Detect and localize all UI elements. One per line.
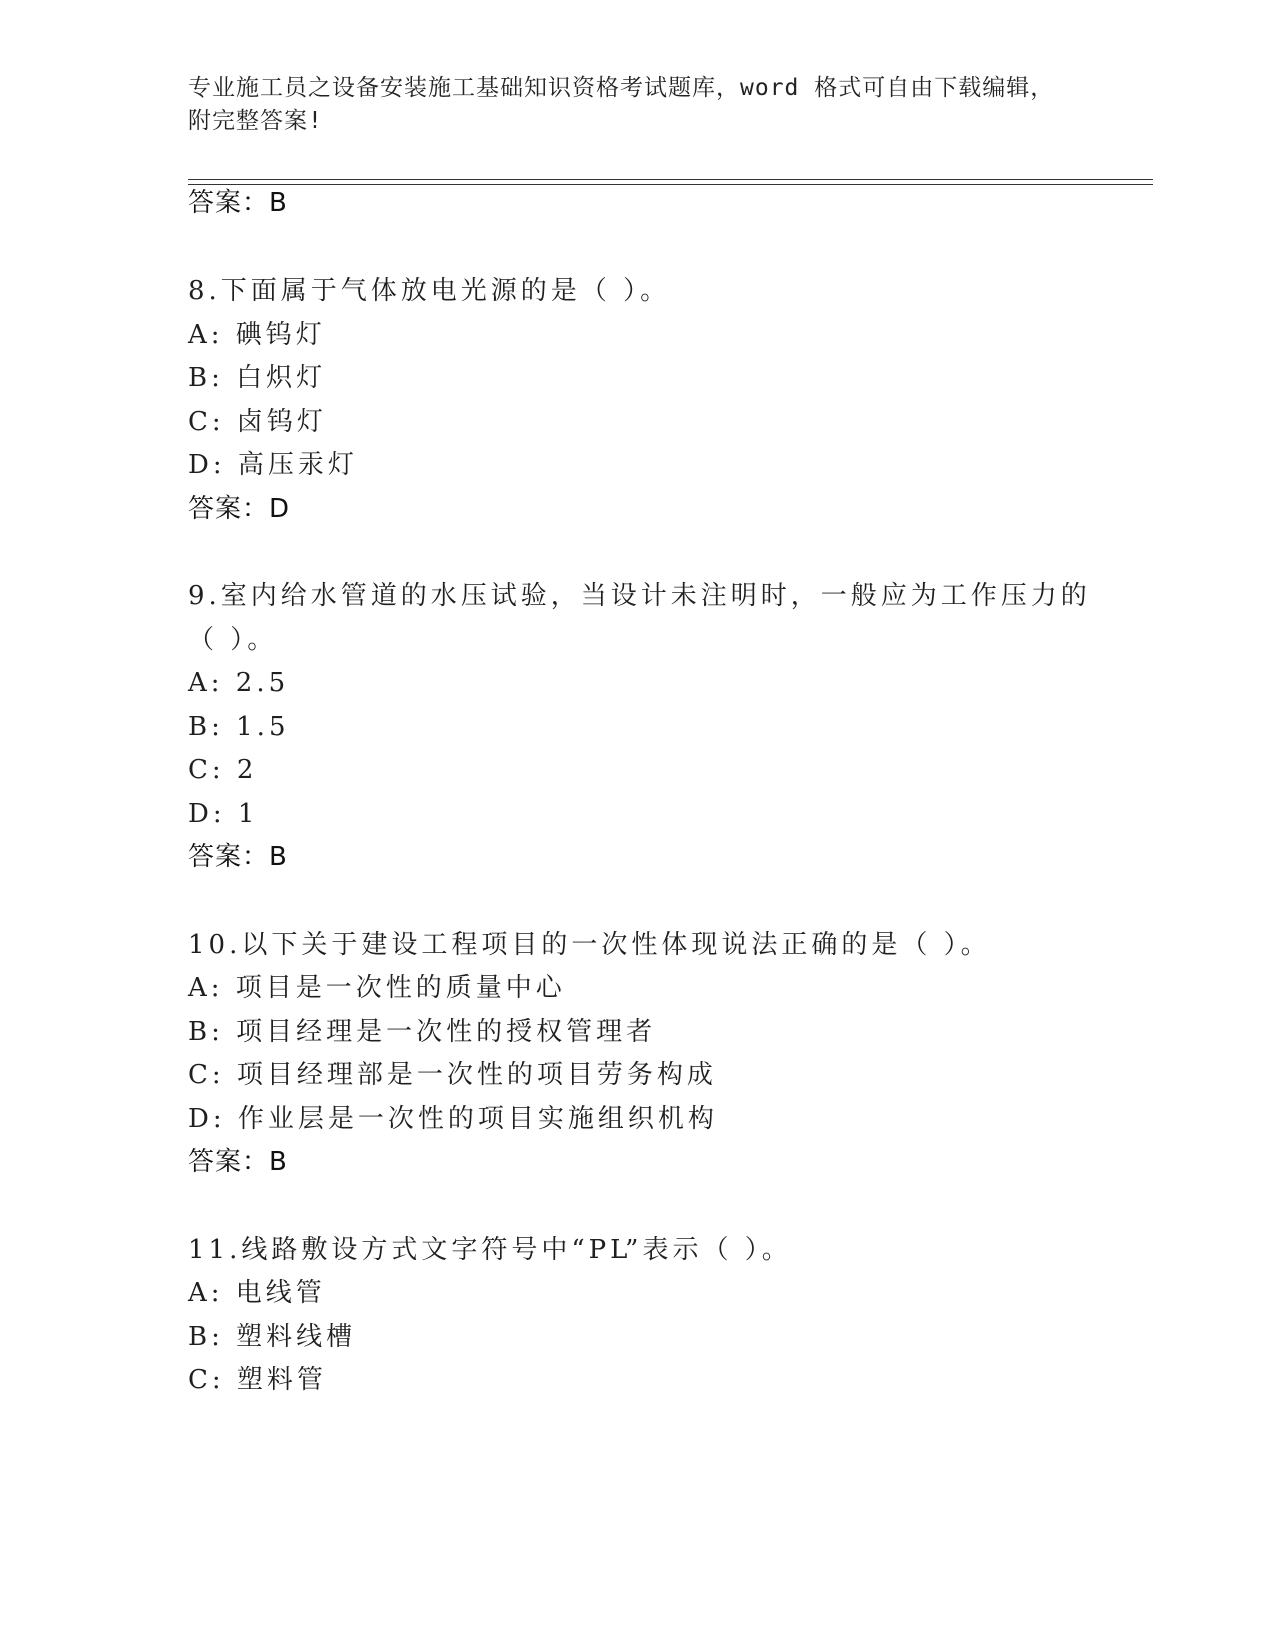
question-9-option-c: C: 2: [188, 755, 258, 785]
header-divider-top: [188, 179, 1153, 180]
question-8-option-c: C: 卤钨灯: [188, 407, 327, 437]
question-10-option-b: B: 项目经理是一次性的授权管理者: [188, 1017, 657, 1047]
header-divider-bottom: [188, 184, 1153, 185]
question-10-option-c: C: 项目经理部是一次性的项目劳务构成: [188, 1060, 717, 1090]
question-9-answer: 答案：B: [188, 842, 288, 872]
question-8-option-a: A: 碘钨灯: [188, 320, 326, 350]
question-11-stem: 11.线路敷设方式文字符号中“PL”表示（ ）。: [188, 1235, 792, 1265]
question-11-option-c: C: 塑料管: [188, 1365, 327, 1395]
question-11-option-b: B: 塑料线槽: [188, 1322, 357, 1352]
document-header: [188, 72, 1068, 138]
question-10-option-a: A: 项目是一次性的质量中心: [188, 973, 566, 1003]
question-8-option-b: B: 白炽灯: [188, 363, 327, 393]
question-9-option-a: A: 2.5: [188, 668, 290, 698]
answer-previous: 答案：B: [188, 188, 288, 218]
question-9-stem-line-2: （ ）。: [188, 625, 278, 655]
question-8-stem: 8.下面属于气体放电光源的是（ ）。: [188, 276, 671, 306]
question-9-stem-line-1: 9.室内给水管道的水压试验，当设计未注明时，一般应为工作压力的: [188, 581, 1091, 611]
question-11-option-a: A: 电线管: [188, 1278, 326, 1308]
question-9-option-d: D: 1: [188, 799, 259, 829]
question-8-option-d: D: 高压汞灯: [188, 450, 358, 480]
header-line-2: 附完整答案!: [188, 108, 323, 134]
question-10-stem: 10.以下关于建设工程项目的一次性体现说法正确的是（ ）。: [188, 930, 991, 960]
question-10-option-d: D: 作业层是一次性的项目实施组织机构: [188, 1104, 718, 1134]
question-8-answer: 答案：D: [188, 494, 291, 524]
question-10-answer: 答案：B: [188, 1147, 288, 1177]
question-9-option-b: B: 1.5: [188, 712, 290, 742]
header-line-1: 专业施工员之设备安装施工基础知识资格考试题库，word 格式可自由下载编辑，: [188, 75, 1055, 101]
